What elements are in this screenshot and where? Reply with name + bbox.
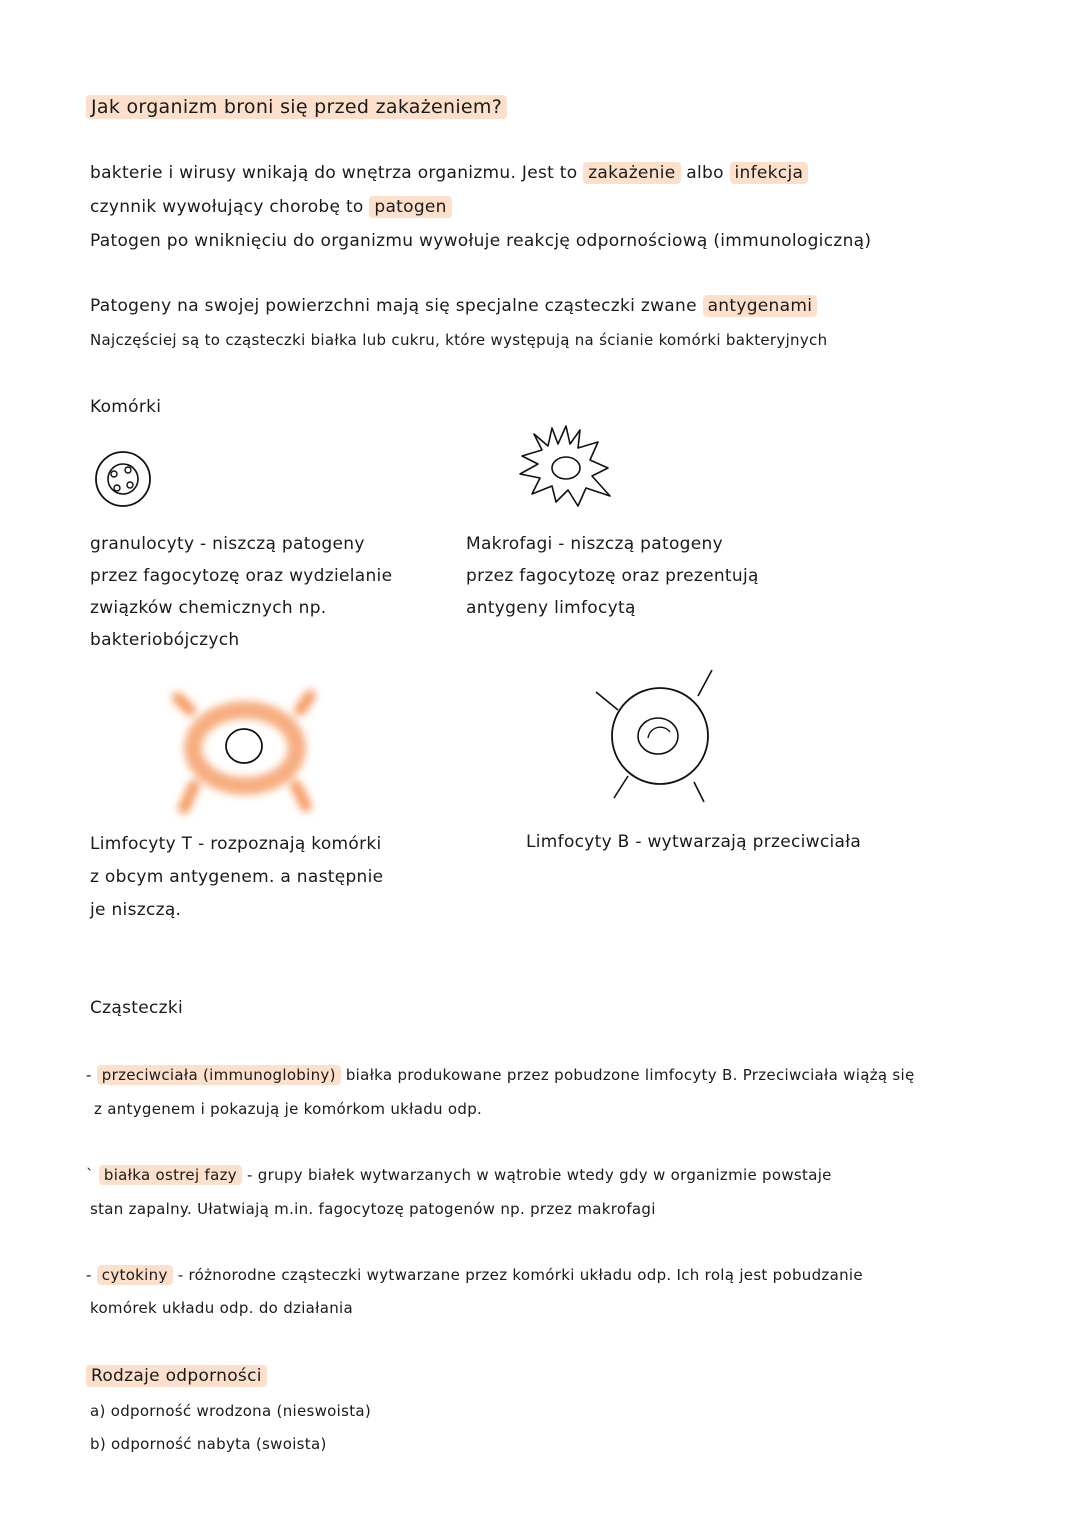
limfocyty-b-line: Limfocyty B - wytwarzają przeciwciała	[526, 832, 862, 852]
granulocyty-line-4: bakteriobójczych	[90, 630, 240, 650]
t-lymphocyte-drawing	[170, 688, 320, 818]
immunity-type-b: b) odporność nabyta (swoista)	[90, 1435, 327, 1453]
granulocyty-line-3: związków chemicznych np.	[90, 598, 327, 618]
intro-line-5: Najczęściej są to cząsteczki białka lub cukru, które występują na ścianie komórki bakteryjnych	[90, 331, 828, 349]
molecules-heading: Cząsteczki	[90, 998, 184, 1018]
makrofagi-line-3: antygeny limfocytą	[466, 598, 636, 618]
molecule-1-line-1: - przeciwciała (immunoglobiny) białka produkowane przez pobudzone limfocyty B. Przeciwciała wiążą się	[86, 1066, 915, 1084]
intro-line-3: Patogen po wniknięciu do organizmu wywołuje reakcję odpornościową (immunologiczną)	[90, 231, 872, 251]
limfocyty-t-line-2: z obcym antygenem. a następnie	[90, 867, 384, 887]
macrophage-drawing	[512, 420, 622, 510]
makrofagi-line-2: przez fagocytozę oraz prezentują	[466, 566, 759, 586]
molecule-2-line-1: ` białka ostrej fazy - grupy białek wytwarzanych w wątrobie wtedy gdy w organizmie powstaje	[86, 1166, 832, 1184]
cells-heading: Komórki	[90, 397, 162, 417]
immunity-heading: Rodzaje odporności	[86, 1366, 267, 1386]
immunity-type-a: a) odporność wrodzona (nieswoista)	[90, 1402, 372, 1420]
intro-line-4: Patogeny na swojej powierzchni mają się specjalne cząsteczki zwane antygenami	[90, 296, 817, 316]
intro-line-1: bakterie i wirusy wnikają do wnętrza organizmu. Jest to zakażenie albo infekcja	[90, 163, 808, 183]
term-patogen: patogen	[369, 196, 451, 218]
granulocyty-line-2: przez fagocytozę oraz wydzielanie	[90, 566, 393, 586]
molecule-1-line-2: z antygenem i pokazują je komórkom układu odp.	[94, 1100, 483, 1118]
term-cytokiny: cytokiny	[97, 1265, 173, 1285]
molecule-2-line-2: stan zapalny. Ułatwiają m.in. fagocytozę patogenów np. przez makrofagi	[90, 1200, 656, 1218]
term-zakazenie: zakażenie	[583, 162, 680, 184]
molecule-3-line-1: - cytokiny - różnorodne cząsteczki wytwarzane przez komórki układu odp. Ich rolą jest pobudzanie	[86, 1266, 863, 1284]
granulocyte-drawing	[92, 448, 154, 510]
limfocyty-t-line-3: je niszczą.	[90, 900, 182, 920]
intro-line-2: czynnik wywołujący chorobę to patogen	[90, 197, 452, 217]
b-lymphocyte-drawing	[590, 666, 730, 806]
limfocyty-t-line-1: Limfocyty T - rozpoznają komórki	[90, 834, 382, 854]
term-antygenami: antygenami	[703, 295, 818, 317]
makrofagi-line-1: Makrofagi - niszczą patogeny	[466, 534, 723, 554]
term-przeciwciala: przeciwciała (immunoglobiny)	[97, 1065, 341, 1085]
molecule-3-line-2: komórek układu odp. do działania	[90, 1299, 353, 1317]
term-bialka-ostrej-fazy: białka ostrej fazy	[99, 1165, 242, 1185]
page-title: Jak organizm broni się przed zakażeniem?	[86, 96, 507, 118]
granulocyty-line-1: granulocyty - niszczą patogeny	[90, 534, 365, 554]
term-infekcja: infekcja	[730, 162, 809, 184]
